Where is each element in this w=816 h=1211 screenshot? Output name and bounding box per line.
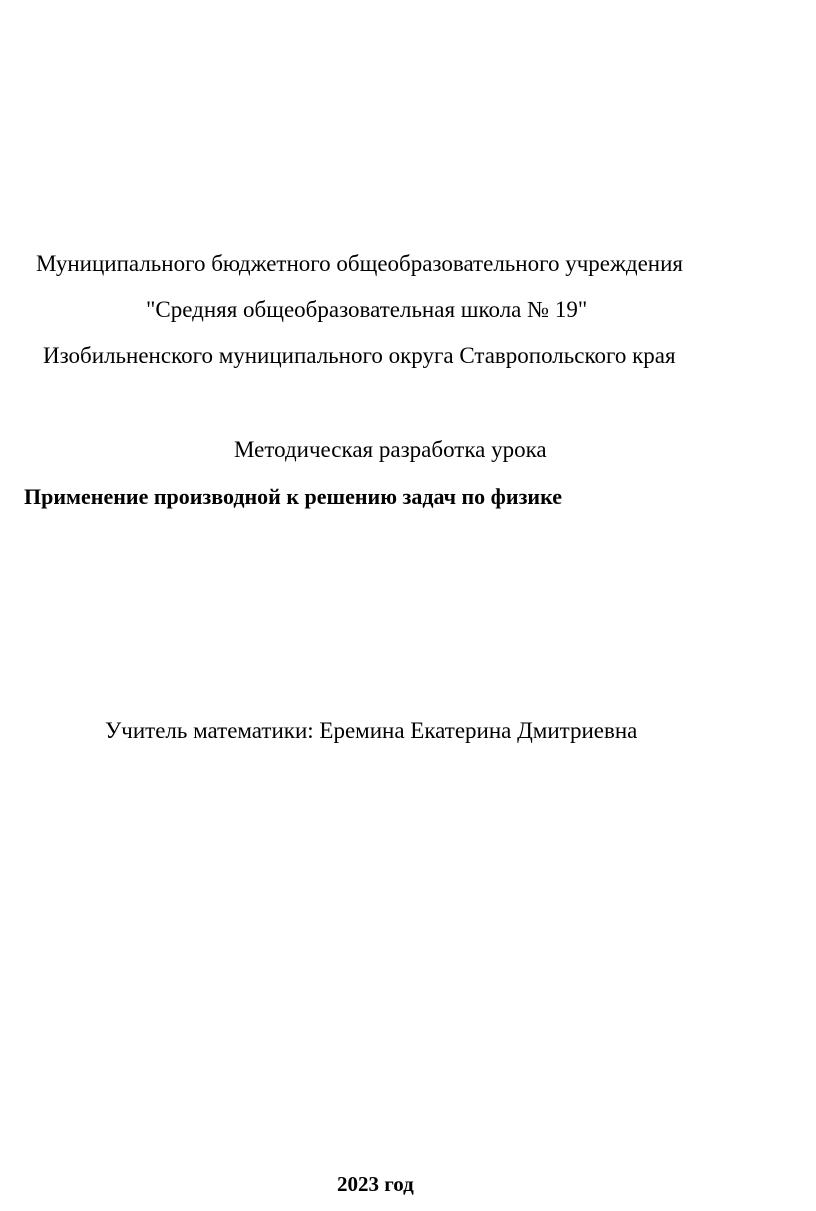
document-type: Методическая разработка урока: [234, 437, 547, 462]
organization-name-line-3: Изобильненского муниципального округа Ставропольского края: [43, 343, 676, 368]
author-line: Учитель математики: Еремина Екатерина Дмитриевна: [105, 718, 638, 743]
document-year: 2023 год: [337, 1172, 414, 1196]
organization-name-line-2: "Средняя общеобразовательная школа № 19": [146, 297, 588, 322]
document-title: Применение производной к решению задач по физике: [24, 484, 562, 509]
organization-name-line-1: Муниципального бюджетного общеобразовательного учреждения: [36, 251, 683, 276]
